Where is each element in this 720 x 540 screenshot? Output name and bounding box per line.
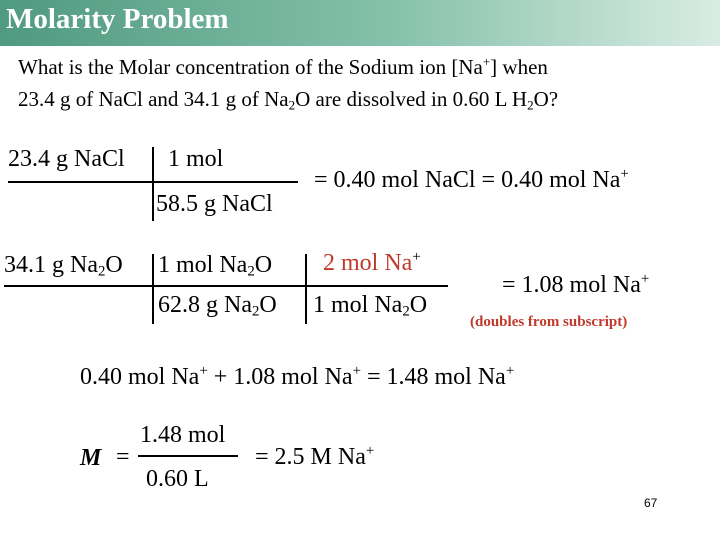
final-result <box>255 444 374 471</box>
calc1-result <box>314 167 629 194</box>
calc2-vertical-rule-1 <box>152 254 154 324</box>
text: O <box>409 292 428 318</box>
question-text: What is the Molar concentration of the Sodium ion [Na <box>18 55 483 79</box>
question-line-2 <box>18 84 558 114</box>
calc1-given: 23.4 g NaCl <box>8 146 125 172</box>
text: = 1.48 mol Na <box>360 364 506 390</box>
calc2-given <box>4 252 123 279</box>
result-text: = 1.08 mol Na <box>502 272 641 298</box>
calc2-factor2-denominator <box>313 292 427 319</box>
final-denominator: 0.60 L <box>146 466 209 492</box>
question-text: O are dissolved in 0.60 L H <box>295 87 528 111</box>
calc2-factor1-denominator <box>158 292 277 319</box>
question-text: O? <box>533 87 559 111</box>
superscript: + <box>352 363 361 380</box>
text: + 1.08 mol Na <box>207 364 353 390</box>
question-text: ] when <box>490 55 548 79</box>
molarity-symbol: M <box>80 445 102 471</box>
result-text: = 2.5 M Na <box>255 444 366 470</box>
slide-title: Molarity Problem <box>6 3 229 35</box>
calc1-factor-numerator: 1 mol <box>168 146 224 172</box>
subscript: 2 <box>247 263 255 280</box>
text: 34.1 g Na <box>4 252 98 278</box>
superscript: + <box>365 443 375 460</box>
calc2-result <box>502 272 649 299</box>
text: 1 mol Na <box>158 252 248 278</box>
text: O <box>105 252 123 278</box>
sum-line <box>80 364 514 391</box>
superscript: + <box>199 363 208 380</box>
superscript: + <box>412 249 421 266</box>
calc1-factor-denominator: 58.5 g NaCl <box>156 191 273 217</box>
calc1-vertical-rule <box>152 147 154 221</box>
calc2-factor2-numerator <box>323 250 421 277</box>
calc2-vertical-rule-2 <box>305 254 307 324</box>
calc2-factor1-numerator <box>158 252 272 279</box>
text: O <box>254 252 273 278</box>
calc2-note: (doubles from subscript) <box>470 314 628 330</box>
subscript: 2 <box>527 97 534 113</box>
text: 0.40 mol Na <box>80 364 200 390</box>
subscript: 2 <box>288 97 296 113</box>
title-bar <box>0 0 720 46</box>
superscript: + <box>620 166 629 183</box>
text: 1 mol Na <box>313 292 403 318</box>
question-text: 23.4 g of NaCl and 34.1 g of Na <box>18 87 289 111</box>
result-text: = 0.40 mol NaCl = 0.40 mol Na <box>314 167 621 193</box>
question-line-1 <box>18 52 548 82</box>
final-equals: = <box>116 444 130 470</box>
final-numerator: 1.48 mol <box>140 422 226 448</box>
superscript: + <box>482 54 491 70</box>
text: O <box>259 292 277 318</box>
page-number: 67 <box>644 496 658 510</box>
superscript: + <box>640 271 650 288</box>
calc2-horizontal-rule <box>4 285 448 287</box>
superscript: + <box>505 363 515 380</box>
subscript: 2 <box>97 263 106 280</box>
final-fraction-bar <box>138 455 238 457</box>
subscript: 2 <box>251 303 260 320</box>
text: 62.8 g Na <box>158 292 252 318</box>
subscript: 2 <box>402 303 410 320</box>
highlighted-text: 2 mol Na <box>323 250 413 276</box>
